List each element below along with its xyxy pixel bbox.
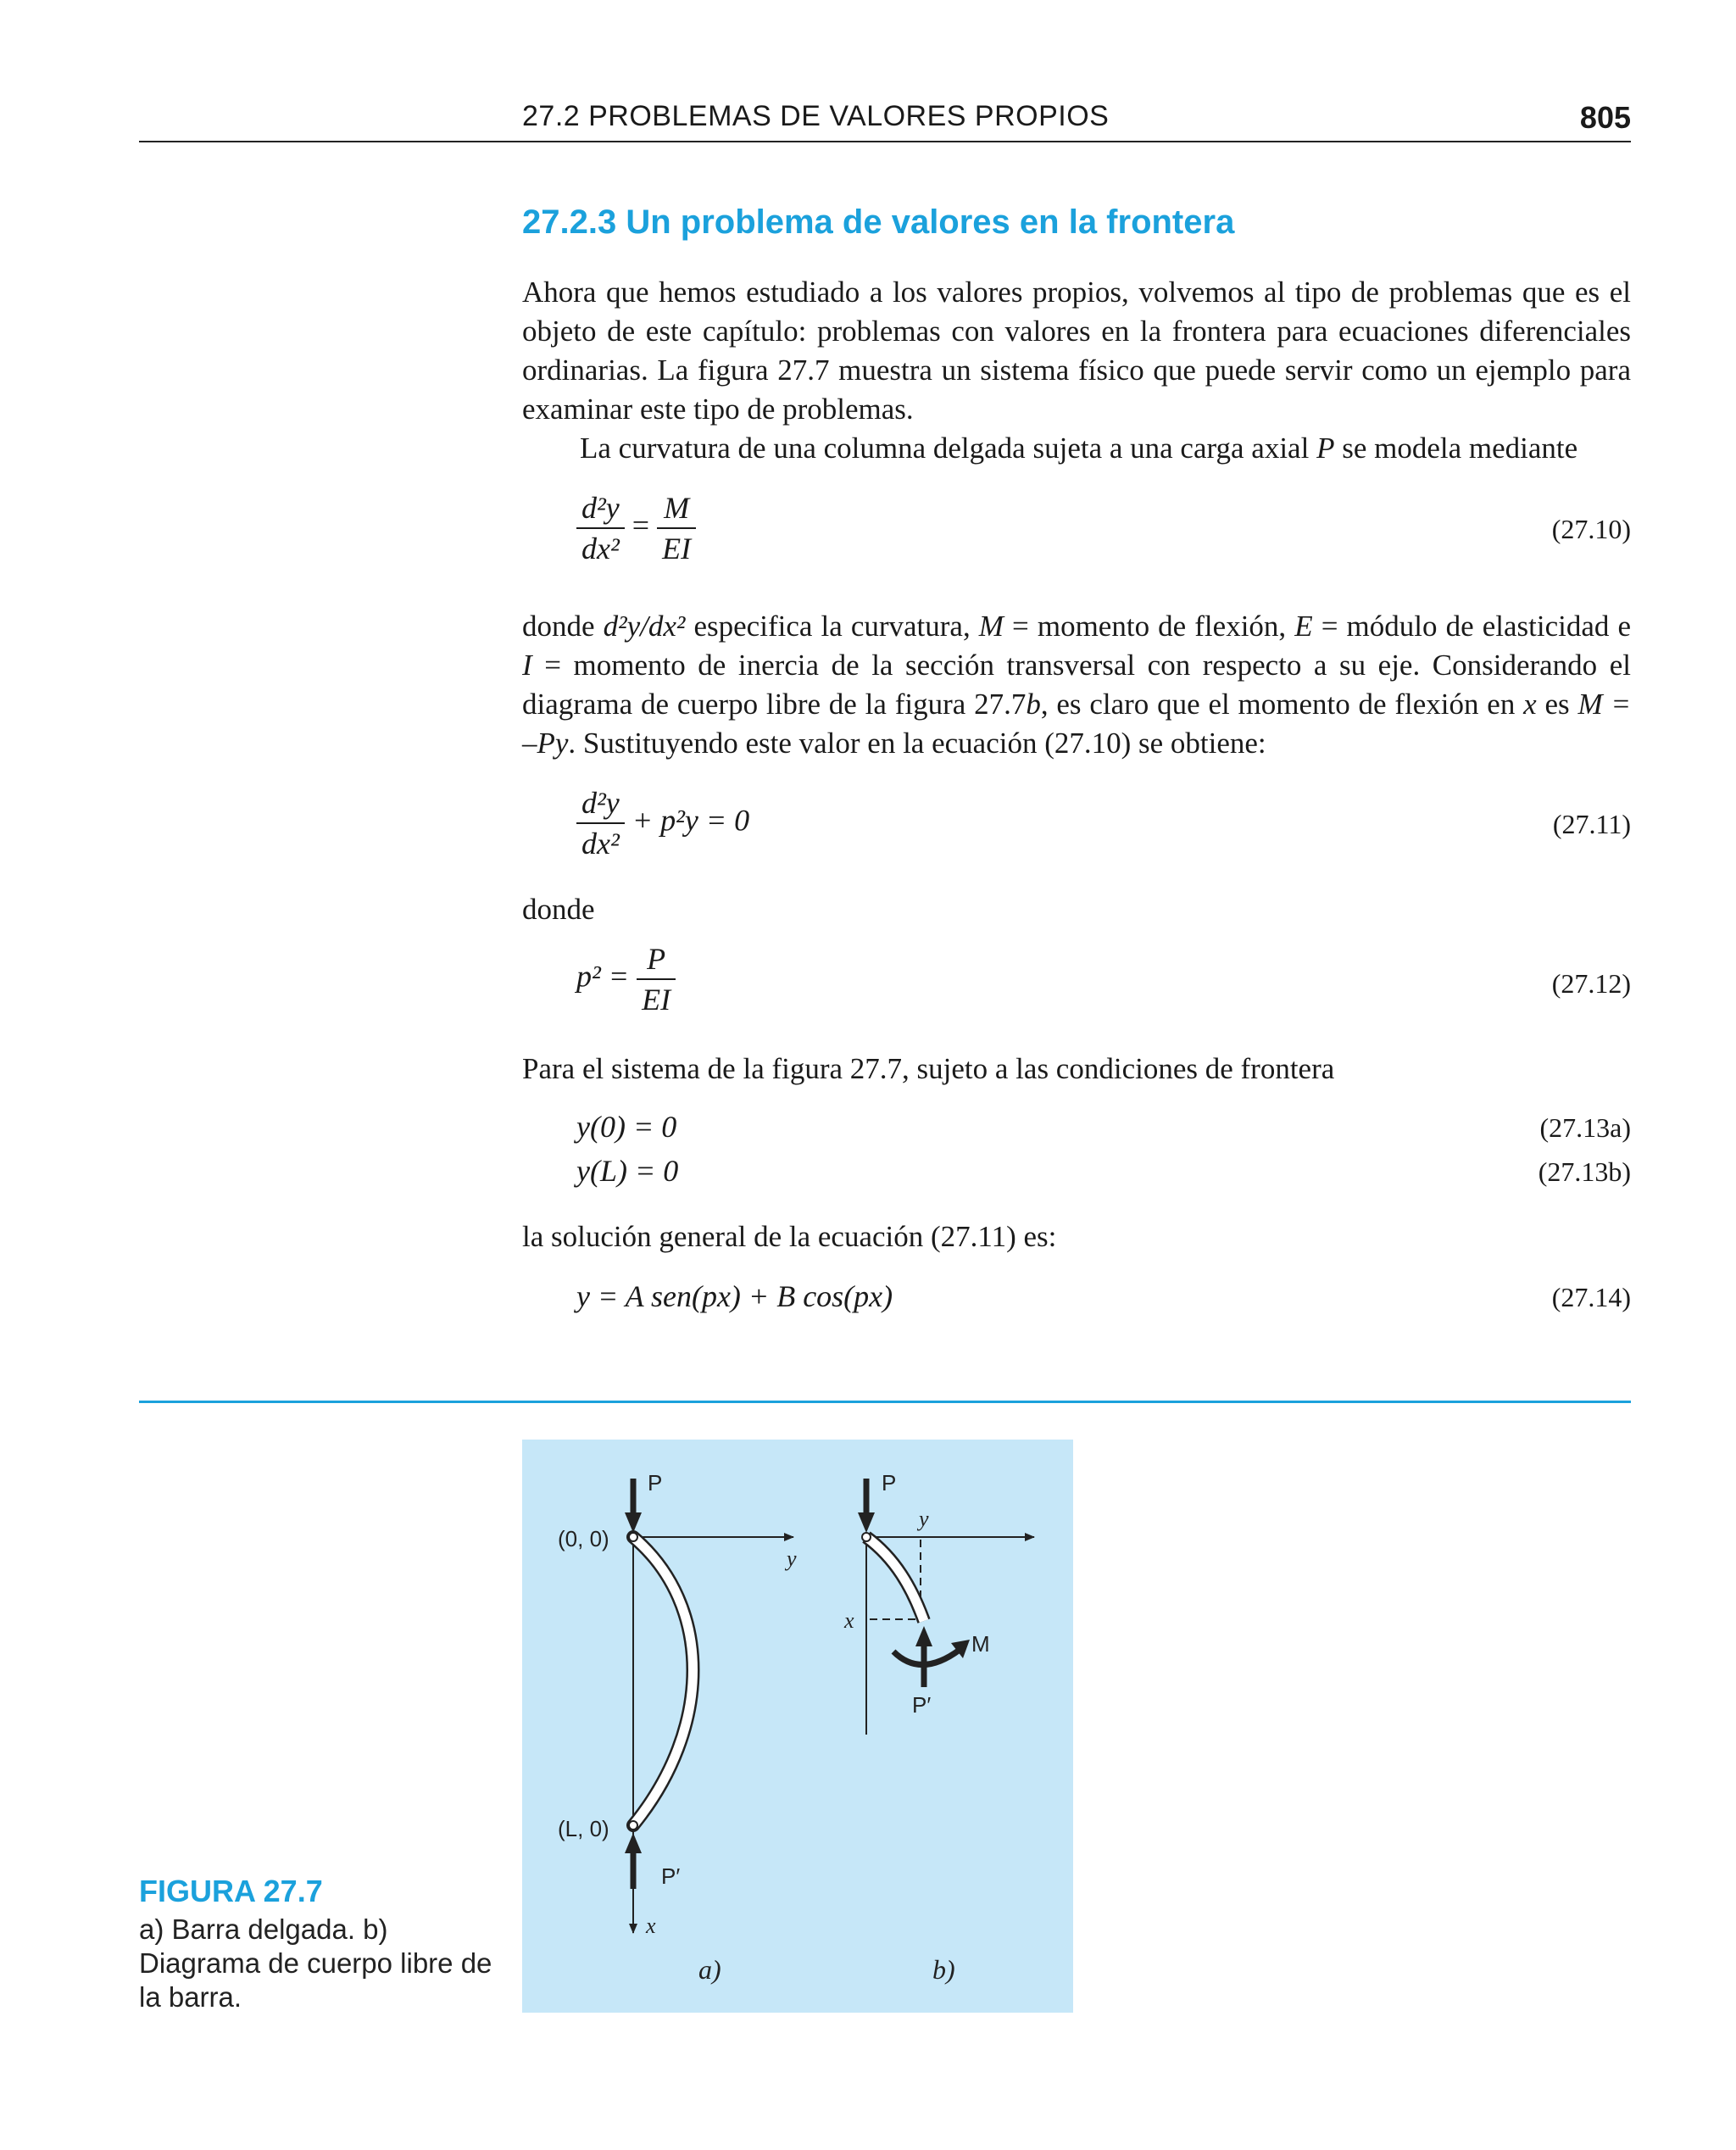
var-E: E <box>1294 610 1313 643</box>
equation-27-10 <box>576 490 696 566</box>
page-number: 805 <box>1579 100 1631 135</box>
label-y-a: y <box>787 1546 797 1571</box>
text-segment: La curvatura de una columna delgada sujeta a una carga axial <box>580 432 1317 465</box>
paragraph-intro: Ahora que hemos estudiado a los valores propios, volvemos al tipo de problemas que es el objeto de este capítulo: problemas con valores en la frontera para ecuaciones diferenciales ordinarias. La figura 27.7 muestra un sistema físico que puede servir como un ejemplo para examinar este tipo de problemas. <box>522 276 1631 426</box>
paragraph-curvature <box>522 429 1631 468</box>
running-header <box>139 100 1631 142</box>
equation-label-27-11: (27.11) <box>1552 809 1631 839</box>
inline-M-equals-Py: M = –Py <box>522 688 1632 760</box>
numerator: d²y <box>576 785 625 824</box>
label-x-b: x <box>844 1608 854 1633</box>
sublabel-a: a) <box>698 1954 721 1985</box>
text-segment: es <box>1536 688 1578 721</box>
equation-27-14: y = A sen(px) + B cos(px) <box>576 1279 893 1313</box>
numerator: P <box>637 941 676 980</box>
text-segment: = momento de inercia de la sección transversal con respecto a su eje. Considerando el diagrama de cuerpo libre de la figura 27.7 <box>522 649 1631 721</box>
equation-27-13a: y(0) = 0 <box>576 1110 677 1144</box>
section-title: 27.2.3 Un problema de valores en la frontera <box>522 203 1235 241</box>
paragraph-general-solution: la solución general de la ecuación (27.11) es: <box>522 1220 1057 1253</box>
text-segment: especifica la curvatura, <box>685 610 979 643</box>
figure-diagram <box>522 1440 1073 2013</box>
label-M-b: M <box>971 1631 990 1657</box>
var-P: P <box>1316 432 1335 465</box>
numerator: M <box>657 490 696 529</box>
label-P-a: P <box>648 1470 663 1496</box>
equation-lhs: p² = <box>576 959 630 994</box>
equation-27-11 <box>576 785 749 861</box>
reaction-arrowhead-Pp-a <box>625 1833 642 1853</box>
equation-label-27-12: (27.12) <box>1551 968 1631 999</box>
fraction-d2y-dx2 <box>576 785 625 861</box>
text-segment: = módulo de elasticidad e <box>1312 610 1631 643</box>
figure-caption: a) Barra delgada. b) Diagrama de cuerpo libre de la barra. <box>139 1913 492 2013</box>
header-section-title: 27.2 PROBLEMAS DE VALORES PROPIOS <box>522 100 1110 132</box>
var-b: b <box>1026 688 1041 721</box>
figure-title: FIGURA 27.7 <box>139 1874 323 1908</box>
label-y-b: y <box>919 1507 929 1531</box>
denominator: EI <box>642 983 671 1017</box>
text-segment: . Sustituyendo este valor en la ecuación (27.10) se obtiene: <box>568 727 1266 760</box>
pin-top-b <box>862 1533 871 1541</box>
pin-bottom-a <box>629 1821 637 1830</box>
label-origin: (0, 0) <box>558 1526 609 1551</box>
equation-label-27-13a: (27.13a) <box>1539 1112 1631 1143</box>
equation-27-13b: y(L) = 0 <box>576 1154 679 1188</box>
fraction-M-EI <box>657 490 696 566</box>
text-segment: se modela mediante <box>1334 432 1578 465</box>
var-I: I <box>522 649 532 682</box>
label-Pp-b: P′ <box>912 1692 932 1718</box>
inline-d2y-dx2: d²y/dx² <box>603 610 686 643</box>
segment-b <box>866 1537 924 1621</box>
denominator: EI <box>662 532 692 565</box>
text-segment: = momento de flexión, <box>1003 610 1295 643</box>
reaction-arrowhead-Pp-b <box>915 1626 932 1646</box>
paragraph-boundary-conditions: Para el sistema de la figura 27.7, sujeto a las condiciones de frontera <box>522 1052 1335 1085</box>
load-arrowhead-P-b <box>858 1512 875 1533</box>
sublabel-b: b) <box>932 1954 955 1985</box>
equation-label-27-14: (27.14) <box>1551 1282 1631 1312</box>
fraction-d2y-dx2 <box>576 490 625 566</box>
equation-label-27-10: (27.10) <box>1551 514 1631 544</box>
paragraph-definitions <box>522 607 1631 763</box>
var-M: M <box>978 610 1004 643</box>
figure-27-7 <box>522 1440 1073 2013</box>
label-L0: (L, 0) <box>558 1816 609 1841</box>
equals-sign: = <box>632 508 650 543</box>
equation-label-27-13b: (27.13b) <box>1538 1156 1631 1187</box>
text-segment: , es claro que el momento de flexión en <box>1040 688 1524 721</box>
denominator: dx² <box>581 532 620 565</box>
equation-rest: + p²y = 0 <box>632 803 750 838</box>
label-x-a: x <box>646 1913 656 1938</box>
paragraph-donde: donde <box>522 893 595 926</box>
text-segment: donde <box>522 610 604 643</box>
denominator: dx² <box>581 827 620 861</box>
load-arrowhead-P-a <box>625 1512 642 1533</box>
fraction-P-EI <box>637 941 676 1017</box>
pin-top-a <box>629 1533 637 1541</box>
label-P-b: P <box>882 1470 897 1496</box>
numerator: d²y <box>576 490 625 529</box>
label-Pp-a: P′ <box>661 1863 681 1889</box>
figure-separator-rule <box>139 1401 1631 1403</box>
var-x: x <box>1523 688 1537 721</box>
equation-27-12 <box>576 941 676 1017</box>
